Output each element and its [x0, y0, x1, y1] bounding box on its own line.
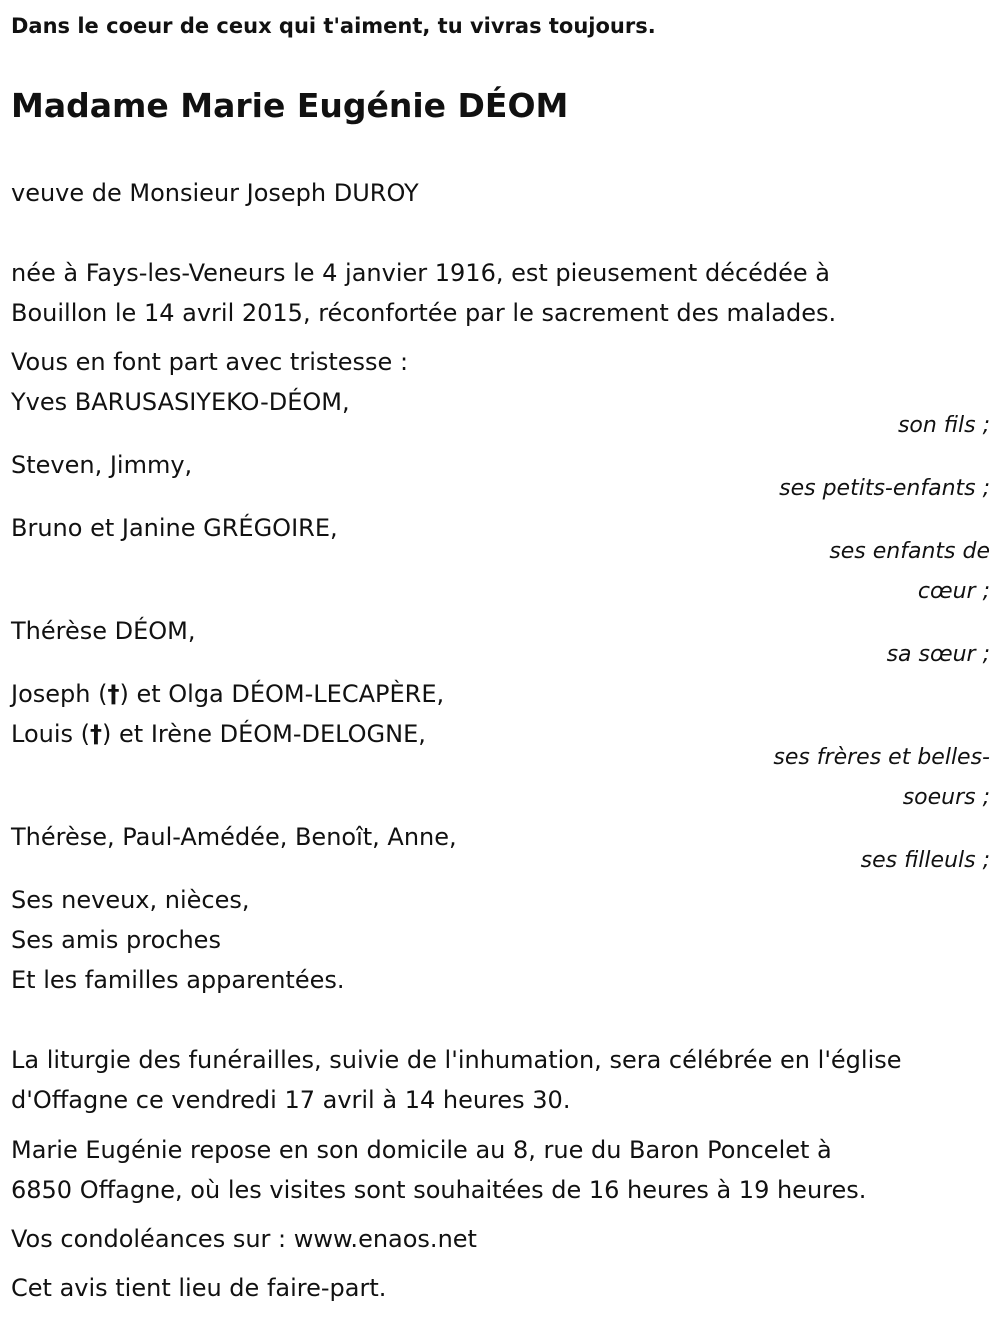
sibling-name: ) et Olga DÉOM-LECAPÈRE,: [119, 680, 445, 708]
family-heart-children-relation-line2: cœur ;: [917, 579, 990, 604]
announcement-intro: Vous en font part avec tristesse :: [11, 348, 409, 376]
funeral-line: d'Offagne ce vendredi 17 avril à 14 heures 30.: [11, 1086, 571, 1114]
family-grandchildren-relation: ses petits-enfants ;: [779, 476, 990, 501]
funeral-line: La liturgie des funérailles, suivie de l'inhumation, sera célébrée en l'église: [11, 1046, 902, 1074]
visitation-line: 6850 Offagne, où les visites sont souhaitées de 16 heures à 19 heures.: [11, 1176, 867, 1204]
family-son-names: Yves BARUSASIYEKO-DÉOM,: [11, 388, 350, 416]
family-others-line: Ses neveux, nièces,: [11, 886, 250, 914]
visitation-line: Marie Eugénie repose en son domicile au 8, rue du Baron Poncelet à: [11, 1136, 832, 1164]
birth-death-line: née à Fays-les-Veneurs le 4 janvier 1916, est pieusement décédée à: [11, 259, 831, 287]
family-son-relation: son fils ;: [897, 413, 990, 438]
condolences-line: Vos condoléances sur : www.enaos.net: [11, 1225, 477, 1253]
family-sister-names: Thérèse DÉOM,: [11, 617, 196, 645]
cross-icon: †: [90, 720, 103, 748]
cross-icon: †: [107, 680, 120, 708]
birth-death-line: Bouillon le 14 avril 2015, réconfortée par le sacrement des malades.: [11, 299, 837, 327]
family-siblings-relation-line2: soeurs ;: [902, 785, 990, 810]
family-godchildren-names: Thérèse, Paul-Amédée, Benoît, Anne,: [11, 823, 457, 851]
deceased-name: Madame Marie Eugénie DÉOM: [11, 86, 569, 125]
family-sibling-line: [11, 674, 444, 714]
family-heart-children-relation-line1: ses enfants de: [829, 539, 990, 564]
family-sibling-line: [11, 714, 426, 754]
family-others-line: Et les familles apparentées.: [11, 966, 345, 994]
sibling-name: Louis (: [11, 720, 91, 748]
epigraph: Dans le coeur de ceux qui t'aiment, tu vivras toujours.: [11, 14, 656, 38]
family-sister-relation: sa sœur ;: [886, 642, 990, 667]
family-godchildren-relation: ses filleuls ;: [860, 848, 990, 873]
family-others-line: Ses amis proches: [11, 926, 221, 954]
family-siblings-relation-line1: ses frères et belles-: [773, 745, 990, 770]
widow-of-line: veuve de Monsieur Joseph DUROY: [11, 179, 419, 207]
closing-line: Cet avis tient lieu de faire-part.: [11, 1274, 387, 1302]
sibling-name: Joseph (: [11, 680, 108, 708]
family-heart-children-names: Bruno et Janine GRÉGOIRE,: [11, 514, 338, 542]
family-grandchildren-names: Steven, Jimmy,: [11, 451, 193, 479]
sibling-name: ) et Irène DÉOM-DELOGNE,: [102, 720, 426, 748]
